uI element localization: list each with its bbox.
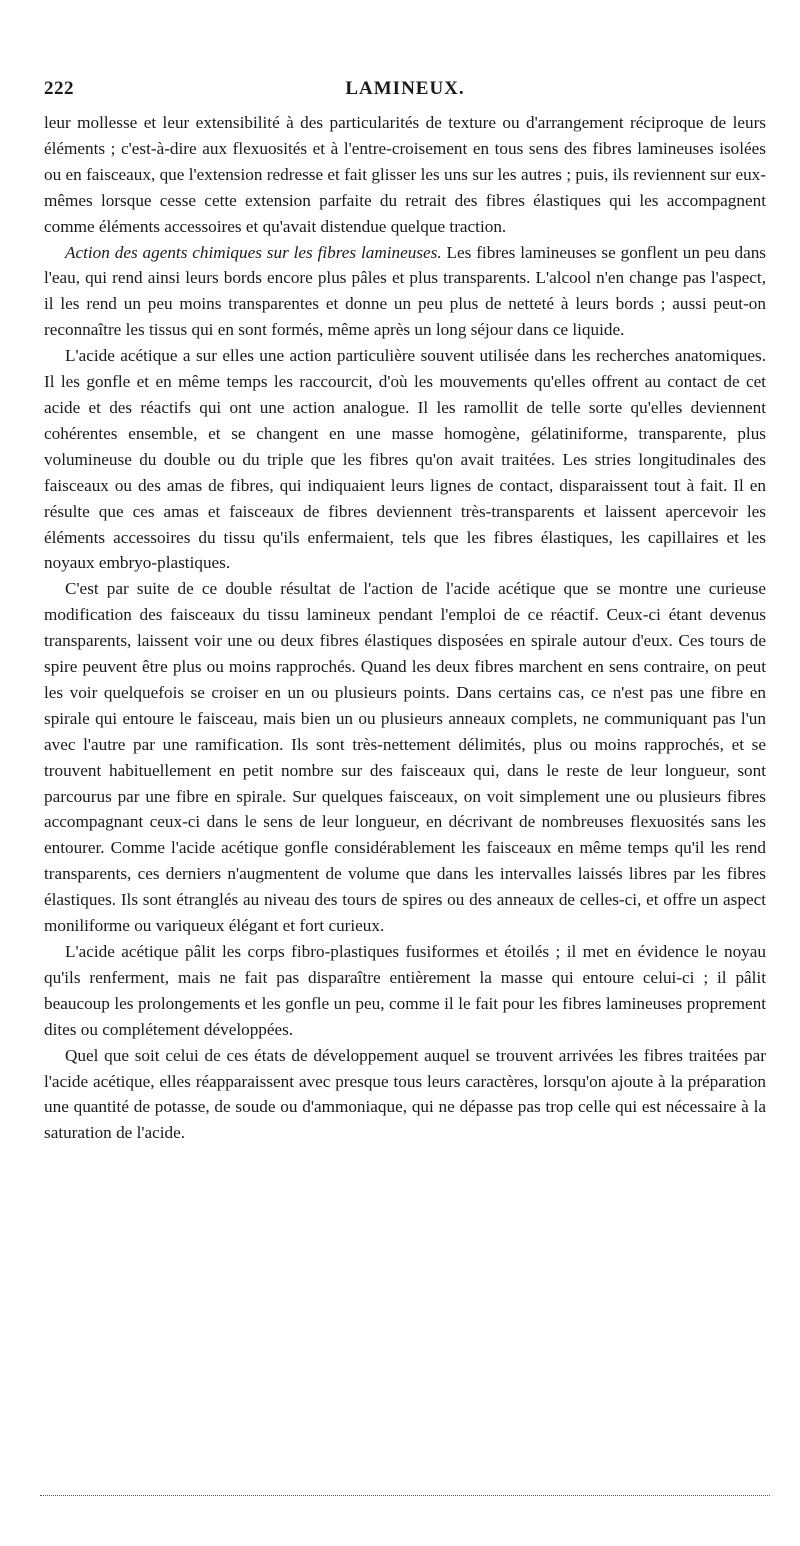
paragraph-5: [44, 939, 766, 1043]
page-number: 222: [44, 78, 74, 99]
paragraph-4-text: C'est par suite de ce double résultat de l'action de l'acide acétique que se montre une curieuse modification des faisceaux du tissu lamineux pendant l'emploi de ce réactif. Ceux-ci étant devenus transparents, laissent voir une ou deux fibres élastiques disposées en spirale autour d'eux. Ces tours de spire peuvent être plus ou moins rapprochés. Quand les deux fibres marchent en sens contraire, on peut les voir quelquefois se croiser en un ou plusieurs points. Dans certains cas, ce n'est pas une fibre en spirale qui entoure le faisceau, mais bien un ou plusieurs anneaux complets, ne communiquant pas l'un avec l'autre par une ramification. Ils sont très-nettement délimités, plus ou moins rapprochés, et se trouvent habituellement en petit nombre sur des faisceaux qui, dans le reste de leur longueur, sont parcourus par une fibre en spirale. Sur quelques faisceaux, on voit simplement une ou plusieurs fibres accompagnant ceux-ci dans le sens de leur longueur, en décrivant de nombreuses flexuosités sans les entourer. Comme l'acide acétique gonfle considérablement les faisceaux en même temps qu'il les rend transparents, ces derniers n'augmentent de volume que dans les intervalles laissés libres par les fibres élastiques. Ils sont étranglés au niveau des tours de spires ou des anneaux de celles-ci, et offre un aspect moniliforme ou variqueux élégant et fort curieux.: [44, 579, 766, 936]
running-head: [44, 70, 766, 110]
paragraph-2: [44, 240, 766, 344]
paragraph-1: [44, 110, 766, 240]
paragraph-6: [44, 1043, 766, 1147]
running-title: LAMINEUX.: [345, 78, 465, 99]
paragraph-2-text: Les fibres lamineuses se gonflent un peu dans l'eau, qui rend ainsi leurs bords encore plus pâles et plus transparents. L'alcool n'en change pas l'aspect, il les rend un peu moins transparentes et donne un peu plus de netteté à leurs bords ; aussi peut-on reconnaître les tissus qui en sont formés, même après un long séjour dans ce liquide.: [44, 242, 766, 340]
body-text: [44, 110, 766, 1146]
paragraph-1-text: leur mollesse et leur extensibilité à des particularités de texture ou d'arrangement réciproque de leurs éléments ; c'est-à-dire aux flexuosités et à l'entre-croisement en tous sens des fibres lamineuses isolées ou en faisceaux, que l'extension redresse et fait glisser les uns sur les autres ; puis, ils reviennent sur eux-mêmes lorsque cesse cette extension parfaite du retrait des fibres élastiques qui les accompagnent comme éléments accessoires et qu'avait distendue quelque traction.: [44, 113, 766, 236]
paragraph-4: [44, 576, 766, 939]
footer-rule: [40, 1495, 770, 1496]
paragraph-3: [44, 343, 766, 576]
paragraph-5-text: L'acide acétique pâlit les corps fibro-plastiques fusiformes et étoilés ; il met en évidence le noyau qu'ils renferment, mais ne fait pas disparaître entièrement la masse qui entoure celui-ci ; il pâlit beaucoup les prolongements et les gonfle un peu, comme il le fait pour les fibres lamineuses proprement dites ou complétement développées.: [44, 942, 766, 1039]
book-page: [44, 70, 766, 1146]
section-title-chemical-agents: Action des agents chimiques sur les fibres lamineuses.: [65, 242, 442, 262]
paragraph-6-text: Quel que soit celui de ces états de développement auquel se trouvent arrivées les fibres traitées par l'acide acétique, elles réapparaissent avec presque tous leurs caractères, lorsqu'on ajoute à la préparation une quantité de potasse, de soude ou d'ammoniaque, qui ne dépasse pas trop celle qui est nécessaire à la saturation de l'acide.: [44, 1045, 766, 1143]
paragraph-3-text: L'acide acétique a sur elles une action particulière souvent utilisée dans les recherches anatomiques. Il les gonfle et en même temps les raccourcit, d'où les mouvements qu'elles offrent au contact de cet acide et des réactifs qui ont une action analogue. Il les ramollit de telle sorte qu'elles deviennent cohérentes ensemble, et se changent en une masse homogène, gélatiniforme, transparente, plus volumineuse du double ou du triple que les fibres qu'on avait traitées. Les stries longitudinales des faisceaux ou des amas de fibres, qui indiquaient leurs lignes de contact, disparaissent tout à fait. Il en résulte que ces amas et faisceaux de fibres deviennent très-transparents et laissent apercevoir les éléments accessoires du tissu qu'ils enfermaient, tels que les fibres élastiques, les capillaires et les noyaux embryo-plastiques.: [44, 346, 766, 573]
